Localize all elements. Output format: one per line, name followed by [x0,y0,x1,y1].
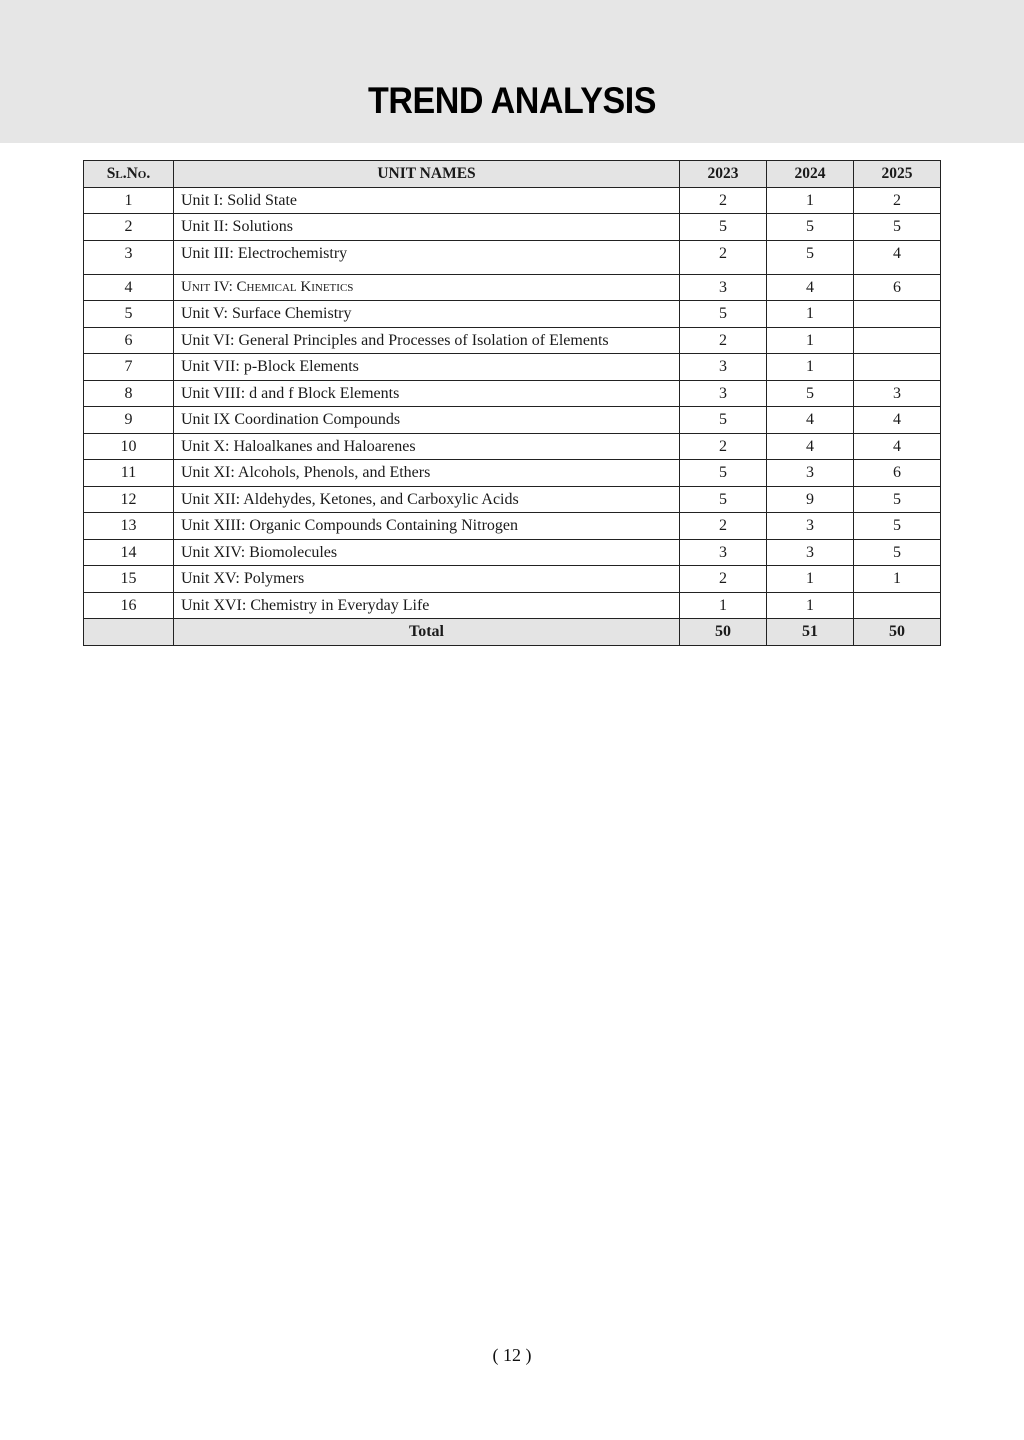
total-2023: 50 [680,619,767,646]
value-2025-cell: 5 [854,214,941,241]
sl-no-cell: 1 [84,187,174,214]
unit-name-cell: Unit VII: p-Block Elements [174,354,680,381]
sl-no-cell: 8 [84,380,174,407]
value-2025-cell [854,592,941,619]
table-row [84,240,941,274]
sl-no-cell: 7 [84,354,174,381]
header-unit-names: UNIT NAMES [174,161,680,188]
value-2024-cell: 3 [767,513,854,540]
value-2023-cell: 2 [680,433,767,460]
value-2025-cell: 1 [854,566,941,593]
total-2024: 51 [767,619,854,646]
value-2024-cell: 1 [767,566,854,593]
value-2023-cell: 2 [680,513,767,540]
value-2025-cell: 4 [854,407,941,434]
total-2025: 50 [854,619,941,646]
value-2024-cell: 1 [767,327,854,354]
value-2023-cell: 3 [680,354,767,381]
value-2023-cell: 2 [680,327,767,354]
value-2024-cell: 1 [767,187,854,214]
value-2025-cell: 4 [854,240,941,274]
table-row [84,460,941,487]
unit-name-cell: Unit X: Haloalkanes and Haloarenes [174,433,680,460]
value-2023-cell: 3 [680,539,767,566]
unit-name-cell: Unit IX Coordination Compounds [174,407,680,434]
table-row [84,486,941,513]
unit-name-cell: Unit XII: Aldehydes, Ketones, and Carboxylic Acids [174,486,680,513]
sl-no-cell: 16 [84,592,174,619]
sl-no-cell: 4 [84,274,174,301]
value-2025-cell: 6 [854,460,941,487]
value-2023-cell: 5 [680,301,767,328]
unit-name-cell: Unit VIII: d and f Block Elements [174,380,680,407]
unit-name-cell: Unit XIII: Organic Compounds Containing Nitrogen [174,513,680,540]
value-2025-cell: 5 [854,486,941,513]
value-2023-cell: 5 [680,407,767,434]
sl-no-cell: 2 [84,214,174,241]
value-2024-cell: 1 [767,301,854,328]
value-2024-cell: 1 [767,354,854,381]
page-number: ( 12 ) [492,1345,532,1365]
table-row [84,592,941,619]
table-row [84,274,941,301]
sl-no-cell: 15 [84,566,174,593]
value-2023-cell: 1 [680,592,767,619]
table-row [84,354,941,381]
header-year-2025: 2025 [854,161,941,188]
value-2025-cell: 3 [854,380,941,407]
unit-name-cell: Unit IV: Chemical Kinetics [174,274,680,301]
table-row [84,327,941,354]
value-2025-cell: 4 [854,433,941,460]
header-year-2023: 2023 [680,161,767,188]
unit-name-cell: Unit III: Electrochemistry [174,240,680,274]
unit-name-cell: Unit II: Solutions [174,214,680,241]
header-sl-no: Sl.No. [84,161,174,188]
value-2023-cell: 3 [680,274,767,301]
total-label: Total [174,619,680,646]
value-2024-cell: 4 [767,274,854,301]
table-row [84,407,941,434]
table-row [84,187,941,214]
value-2025-cell: 5 [854,513,941,540]
trend-table [83,160,941,646]
value-2025-cell: 6 [854,274,941,301]
value-2024-cell: 3 [767,539,854,566]
page-title: TREND ANALYSIS [368,80,656,121]
table-header-row [84,161,941,188]
value-2024-cell: 4 [767,407,854,434]
sl-no-cell: 3 [84,240,174,274]
sl-no-cell: 13 [84,513,174,540]
value-2024-cell: 3 [767,460,854,487]
unit-name-cell: Unit I: Solid State [174,187,680,214]
table-row [84,214,941,241]
value-2023-cell: 2 [680,566,767,593]
unit-name-cell: Unit XI: Alcohols, Phenols, and Ethers [174,460,680,487]
value-2024-cell: 4 [767,433,854,460]
sl-no-cell: 9 [84,407,174,434]
table-row [84,513,941,540]
value-2024-cell: 5 [767,240,854,274]
unit-name-cell: Unit XV: Polymers [174,566,680,593]
header-year-2024: 2024 [767,161,854,188]
sl-no-cell: 5 [84,301,174,328]
total-sl-blank [84,619,174,646]
sl-no-cell: 11 [84,460,174,487]
sl-no-cell: 12 [84,486,174,513]
value-2025-cell [854,354,941,381]
value-2023-cell: 5 [680,214,767,241]
total-row [84,619,941,646]
sl-no-cell: 6 [84,327,174,354]
value-2025-cell: 2 [854,187,941,214]
value-2025-cell [854,301,941,328]
sl-no-cell: 10 [84,433,174,460]
unit-name-cell: Unit VI: General Principles and Processes of Isolation of Elements [174,327,680,354]
unit-name-cell: Unit XIV: Biomolecules [174,539,680,566]
value-2025-cell [854,327,941,354]
value-2025-cell: 5 [854,539,941,566]
value-2023-cell: 2 [680,187,767,214]
unit-name-cell: Unit XVI: Chemistry in Everyday Life [174,592,680,619]
table-row [84,301,941,328]
value-2023-cell: 3 [680,380,767,407]
value-2023-cell: 5 [680,486,767,513]
table-row [84,433,941,460]
value-2023-cell: 2 [680,240,767,274]
unit-name-cell: Unit V: Surface Chemistry [174,301,680,328]
value-2024-cell: 1 [767,592,854,619]
value-2023-cell: 5 [680,460,767,487]
value-2024-cell: 5 [767,214,854,241]
table-row [84,566,941,593]
sl-no-cell: 14 [84,539,174,566]
table-row [84,539,941,566]
table-row [84,380,941,407]
value-2024-cell: 9 [767,486,854,513]
value-2024-cell: 5 [767,380,854,407]
